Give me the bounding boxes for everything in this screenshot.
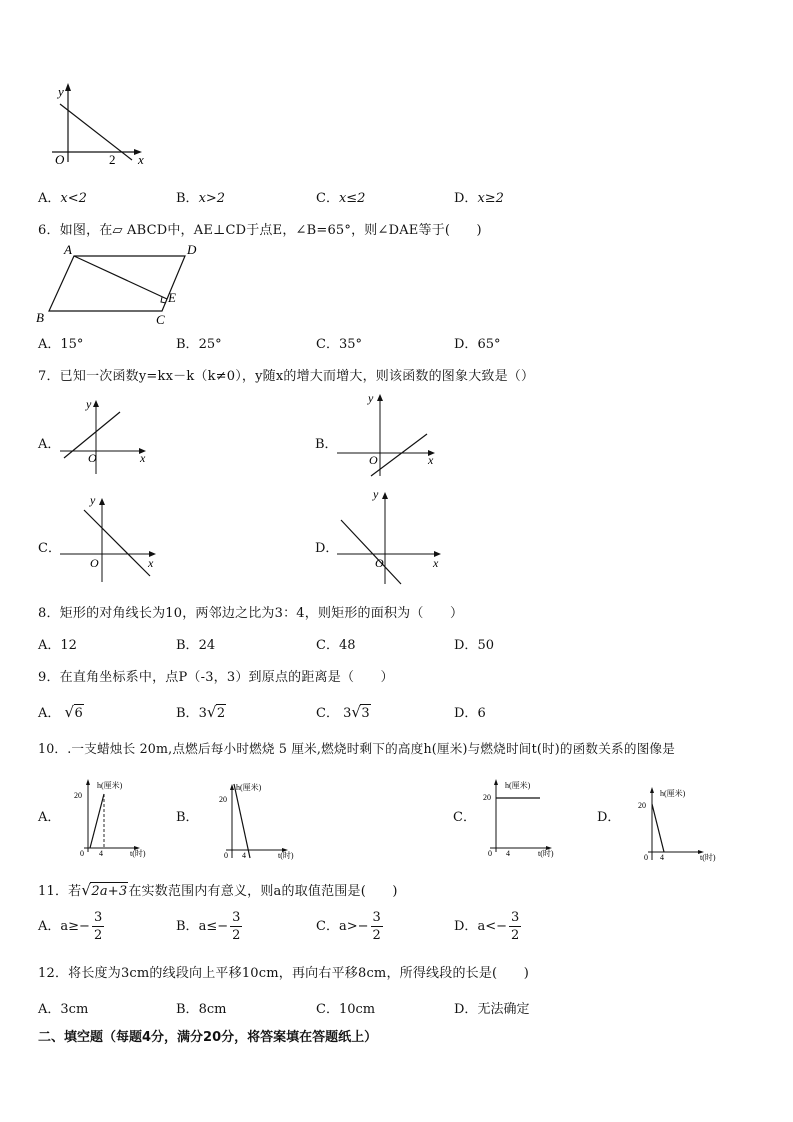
q11-option-d: D．a<− $\frac{3}{2}$: [454, 910, 520, 943]
svg-text:t(时): t(时): [278, 851, 294, 860]
q11-option-b: B．a≤− $\frac{3}{2}$: [176, 910, 241, 943]
svg-text:0: 0: [488, 849, 492, 858]
svg-text:O: O: [369, 453, 378, 467]
svg-text:4: 4: [660, 853, 664, 862]
svg-text:20: 20: [483, 793, 491, 802]
svg-text:O: O: [88, 451, 97, 465]
q5-option-b: B．x>2: [176, 191, 226, 206]
svg-text:0: 0: [644, 853, 648, 862]
q8-option-b: B．24: [176, 638, 216, 653]
q8-option-c: C．48: [316, 638, 356, 653]
q12-option-d: D．无法确定: [454, 1002, 530, 1017]
svg-text:h(厘米): h(厘米): [505, 781, 531, 790]
q10-letter-d: D．: [597, 810, 621, 825]
q7-graph-c: [58, 492, 160, 584]
q5-o-label: O: [55, 152, 65, 167]
q7-stem: 7．已知一次函数y=kx－k（k≠0），y随x的增大而增大，则该函数的图象大致是（）: [38, 369, 535, 384]
svg-text:y: y: [368, 391, 374, 405]
q7-graph-b: [335, 390, 439, 478]
svg-text:y: y: [86, 397, 92, 411]
svg-text:y: y: [90, 493, 96, 507]
q10-letter-c: C．: [453, 810, 476, 825]
svg-text:t(时): t(时): [700, 853, 716, 862]
q7-graph-d: [335, 486, 445, 586]
q10-letter-a: A．: [38, 810, 61, 825]
svg-text:20: 20: [219, 795, 227, 804]
svg-text:0: 0: [80, 849, 84, 858]
q9-option-a: A． √ 6: [38, 703, 83, 721]
svg-text:h(厘米): h(厘米): [236, 783, 262, 792]
q5-option-a: A．x<2: [38, 191, 87, 206]
q6-option-a: A．15°: [38, 337, 84, 352]
q7-letter-b: B．: [315, 437, 338, 452]
q7-letter-a: A．: [38, 437, 61, 452]
section-heading: 二、填空题（每题4分，满分20分，将答案填在答题纸上）: [38, 1030, 378, 1045]
svg-text:h(厘米): h(厘米): [97, 781, 123, 790]
q6-label-d: D: [187, 242, 197, 257]
q11-option-a: A．a≥− $\frac{3}{2}$: [38, 910, 103, 943]
q6-label-a: A: [64, 242, 72, 257]
svg-text:h(厘米): h(厘米): [660, 789, 686, 798]
q12-option-b: B．8cm: [176, 1002, 227, 1017]
q6-option-d: D．65°: [454, 337, 501, 352]
q11-option-c: C．a>− $\frac{3}{2}$: [316, 910, 381, 943]
q12-option-a: A．3cm: [38, 1002, 89, 1017]
q5-graph: [46, 82, 156, 170]
svg-text:4: 4: [99, 849, 103, 858]
q9-option-d: D．6: [454, 706, 486, 721]
svg-text:t(时): t(时): [130, 849, 146, 858]
svg-text:O: O: [90, 556, 99, 570]
svg-text:4: 4: [506, 849, 510, 858]
svg-text:4: 4: [242, 851, 246, 860]
q5-y-label: y: [58, 84, 64, 99]
q5-option-c: C．x≤2: [316, 191, 366, 206]
q10-graph-b: [214, 778, 304, 862]
q11-stem: 11．若 √ 2a+3在实数范围内有意义，则a的取值范围是( ): [38, 881, 398, 899]
q6-label-c: C: [156, 312, 165, 326]
q10-graph-a: [70, 776, 166, 858]
q7-letter-c: C．: [38, 541, 61, 556]
q12-stem: 12．将长度为3cm的线段向上平移10cm，再向右平移8cm，所得线段的长是( ): [38, 966, 529, 981]
q7-letter-d: D．: [315, 541, 339, 556]
svg-text:x: x: [140, 451, 146, 465]
q8-option-d: D．50: [454, 638, 494, 653]
svg-text:20: 20: [74, 791, 82, 800]
q5-tick-label: 2: [109, 152, 116, 167]
q10-graph-d: [634, 784, 724, 866]
svg-text:y: y: [373, 487, 379, 501]
q10-graph-c: [478, 776, 574, 858]
svg-text:t(时): t(时): [538, 849, 554, 858]
q5-x-label: x: [138, 152, 144, 167]
q6-label-b: B: [36, 310, 44, 325]
q12-option-c: C．10cm: [316, 1002, 376, 1017]
q6-option-c: C．35°: [316, 337, 362, 352]
q9-option-c: C． 3 √ 3: [316, 703, 370, 721]
q6-option-b: B．25°: [176, 337, 222, 352]
q7-graph-a: [58, 396, 150, 478]
q10-letter-b: B．: [176, 810, 199, 825]
svg-text:0: 0: [224, 851, 228, 860]
svg-text:x: x: [433, 556, 439, 570]
q8-option-a: A．12: [38, 638, 77, 653]
q9-option-b: B．3 √ 2: [176, 703, 226, 721]
q9-stem: 9．在直角坐标系中，点P（-3，3）到原点的距离是（ ）: [38, 670, 394, 685]
q5-option-d: D．x≥2: [454, 191, 504, 206]
svg-text:x: x: [428, 453, 434, 467]
q6-parallelogram-figure: [32, 240, 202, 326]
svg-text:x: x: [148, 556, 154, 570]
q6-stem: 6．如图，在▱ ABCD中，AE⊥CD于点E，∠B=65°，则∠DAE等于( ): [38, 223, 482, 238]
q6-label-e: E: [168, 290, 176, 305]
q8-stem: 8．矩形的对角线长为10，两邻边之比为3：4，则矩形的面积为（ ）: [38, 606, 464, 621]
q10-stem: 10．.一支蜡烛长 20m,点燃后每小时燃烧 5 厘米,燃烧时剩下的高度h(厘米)与燃烧时间t(时)的函数关系的图像是: [38, 741, 675, 756]
svg-text:20: 20: [638, 801, 646, 810]
svg-text:O: O: [375, 556, 384, 570]
